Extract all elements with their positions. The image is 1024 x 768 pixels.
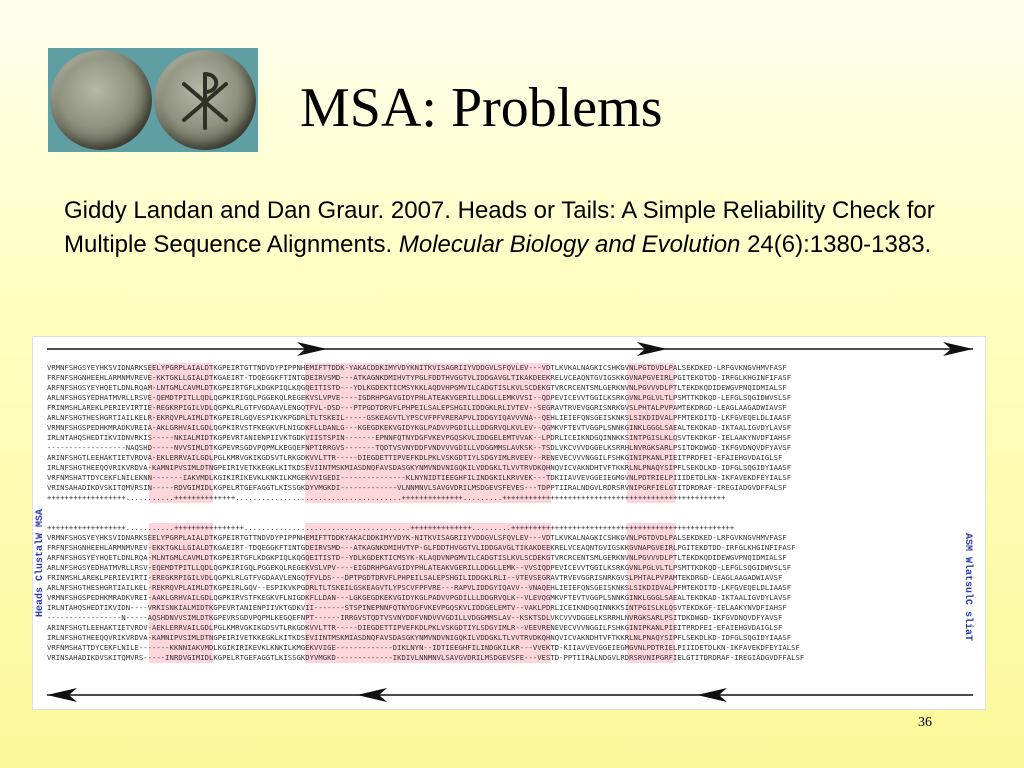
- heads-sequence-rows: [47, 363, 973, 503]
- sequence-row: FRFNFSHGNHEEHLARMNMVREVE-KKTGKLLGIALDTKGAEIRT-TDQEGGKFTINTGDEIRVSMD---ATKAGNKDMIHVTYPGLFDDTHVGGTVLIDDGAVGLTIKAKDEEKRELVCEAQNTGVIGSKKGVNAPGVEIRLPGITEKDTDD-IRFGLKHGINFIFASF: [47, 373, 792, 382]
- sequence-row: VRMNFSHGSPEDHKMRADKVREIA-AKLGRHVAILGDLQGPKIRVSTFKEGKVFLNIGDKFLLDANLG---KGEGDKEKVGIDYKGLPADVVPGDILLLDDGRVQLKVLEV--QGMKVFTEVTVGGPLSNNKGINKLGGGLSAEALTEKDKAD-IKTAALIGVDYLAVSF: [47, 423, 792, 432]
- tails-alignment-block: [47, 523, 973, 663]
- sequence-row: ARINFSHGTLEEHAKTIETVRDV-AEKLERRVAILGDLPGLKMRVGKIKGDSVTLRKGDKVVLTTR-----DIEGDETTIPVEFKDLPKLVSKGDTIYLSDGYIMLR--VEEVRENEVECVVVNGGILFSHKGINIPKANLPIEITPRDFEI-EFAIEHGVDAIGLSF: [47, 623, 783, 632]
- citation-journal: Molecular Biology and Evolution: [398, 231, 741, 258]
- sequence-row: VRMNFSHGSYEYHKSVIDNARKSEELYPGRPLAIALDTKGPEIRTGTTNDVDYPIPPNHEMIFTTDDK-YAKACDDKIMYVDYKNITKVISAGRIIYVDDGVLSFQVLEV---VDTLKVKALNAGKICSHKGVNLPGTDVDLPALSEKDKED-LRFGVKNGVHMVFASF: [47, 363, 787, 372]
- sequence-row: ARINFSHGTLEEHAKTIETVRDVA-EKLERRVAILGDLPGLKMRVGKIKGDSVTLRKGDKVVLTTR-----DIEGDETTIPVEFKDLPKLVSKGDTIYLSDGYIMLRVEEV--RENEVECVVVNGGILFSHKGINIPKANLPIEITPRDFEI-EFAIEHGVDAIGLSF: [47, 453, 783, 462]
- sequence-row: VRMNFSHGSPEDHKMRADKVREI-AAKLGRHVAILGDLQGPKIRVSTFKEGKVFLNIGDKFLLDAN---LGKGEGDKEKVGIDYKGLPADVVPGDILLLDDGRVQLK--VLEVQGMKVFTEVTVGGPLSNNKGINKLGGGLSAEALTEKDKAD-IKTAALIGVDYLAVSF: [47, 593, 792, 602]
- sequence-row: IRLNFSHGTHEEQQVRIKVRDVA-KAMNIPVSIMLDTNGPEIRIVETKKEGKLKITKDSEVIINTMSKMIASDNQFAVSDASGKYNMVNDVNIGQKILVDDGKLTLVVTRVDKQHNQVICVAKNDHTVFTKKRLNLPNAQYSIPFLSEKDLKD-IDFGLSQGIDYIAASF: [47, 633, 792, 642]
- sequence-row: VRINSAHADIKDVSKITQMVRSIN-----RDVGIMIDLKGPELRTGEFAGGTLKISSGKDYVMGKDI-------------VLNNMNVLSAVGVDRILMSDGEVSFEVES---TDPPTIIRALNDGVLRDRSRVNIPGRFIELGTITDRDRAF-IREGIADGVDFFALSF: [47, 483, 787, 492]
- sequence-row: VRFNMSHATTDYCEKFLNILEKNN-------IAKVMDLKGIKIRIKEVKLKNKILKMGEKVVIGEDI---------------KLNYNIDTIEEGHFILINDGKILKRVVEK---TDKIIAVVEVGGEIEGMGVNLPDTRIELPIIIDETDLKN-IKFAVEKDFEYIALSF: [47, 473, 792, 482]
- slide-title: MSA: Problems: [300, 77, 663, 139]
- figure-left-label: Heads ClustalW MSA: [35, 508, 46, 617]
- sequence-row: ARLNFSHGTHESHGRTIAILKEL-REKRQVPLAIMLDTKGPEIRLGQV--ESPIKVKPGDRLTLTSKEILGSKEAGVTLYPSCVFPFVRE---RAPVLIDDGYIQAVV--VNAQEHLIEIEFQNSGEISKNKSLSIKDIDVALPFMTEKDITD-LKFGVEQELDLIAASF: [47, 583, 792, 592]
- sequence-row: VRFNMSHATTDYCEKFLNILE-------KKNNIAKVMDLKGIKIRIKEVKLKNKILKMGEKVVIGE-------------DIKLNYN--IDTIEEGHFILINDGKILKR---VVEKTD-KIIAVVEVGGEIEGMGVNLPDTRIELPIIIDETDLKN-IKFAVEKDFEYIALSF: [47, 643, 800, 652]
- citation-volume: 24(6):1380-1383.: [740, 231, 932, 258]
- sequence-row: IRLNTAHQSHEDTIKVIDNVRKIS-----NKIALMIDTKGPEVRTANIENPIIVKTGDKVIISTSPIN-------EPNNFQTNYDGFVKEVPGQSKVLIDDGELEMTVVAK--LPDRLICEIKNDGQINNKKSINTPGISLKLQSVTEKDKGF-IELAAKYNVDFIAHSF: [47, 433, 792, 442]
- sequence-row: ARLNFSHGSYEDHATMVRLLRSV-EQEMDTPITLLQDLQGPKIRIGQLPGGEKQLREGEKVSLVPV----EIGDRHPGAVGIDYPHLATEAKVGERILLDDGLLEMK--VVSIQDPEVICEVVTGGILKSRKGVNLPGLVLTLPSMTTKDKQD-LEFGLSQGIDWVSLSF: [47, 563, 792, 572]
- sequence-row: ARLNFSHGTHESHGRTIAILKELR-EKRQVPLAIMLDTKGPEIRLGQVESPIKVKPGDRLTLTSKEIL-----GSKEAGVTLYPSCVFPFVRERAPVLIDDGYIQAVVVNA--QEHLIEIEFQNSGEISKNKSLSIKDIDVALPFMTEKDITD-LKFGVEQELDLIAASF: [47, 413, 792, 422]
- sequence-row: ------------------NAQSHD-----NVVSIMLDTKGPEVRSGDVPQPMLKEGQEFNPTIRRGVS-------TQDTVSVNYDDFVNDVVVGDILLVDGGMMSLAVKSK--TSDLVKCVVVDGGELKSRRHLNVRGKSARLPSITDKDWGD-IKFGVDNQVDFYAVSF: [47, 443, 792, 452]
- left-arrows-icon: [47, 685, 973, 705]
- tails-sequence-rows: [47, 523, 973, 663]
- sequence-row: FRFNFSHGNHEEHLARMNMVREV-EKKTGKLLGIALDTKGAEIRT-TDQEGGKFTINTGDEIRVSMD---ATKAGNKDMIHVTYP-GLFDDTHVGGTVLIDDGAVGLTIKAKDEEKRELVCEAQNTGVIGSKKGVNAPGVEIRLPGITEKDTDD-IRFGLKHGINFIFASF: [47, 543, 796, 552]
- sequence-row: ++++++++++++++++++...........++++++++++++++......................................++++++++++++++.........+++++++++++++++++++++++++++++++++++++++++++++++++++: [47, 493, 726, 502]
- citation-authors-title: Giddy Landan and Dan Graur. 2007. Heads or Tails: A Simple Reliability Check for Multiple Sequence Alignments.: [64, 197, 935, 258]
- heads-alignment-block: [47, 363, 973, 503]
- heads-direction-arrows: [47, 339, 973, 359]
- sequence-row: FRINMSHLAREKLPERIEVIRTI-EREGKRPIGILVDLQGPKLRLGTFVGDAAVLENGQTFVLDS---DPTPGDTDRVFLPHPEILSALEPSHGILIDDGKLRLI--VTEVSEGRAVTRVEVGGRISNRKGVSLPHTALPVPAMTEKDRGD-LEAGLAAGADWIAVSF: [47, 573, 783, 582]
- sequence-row: ARFNFSHGSYEYHQETLDNLRQAM-LNTGMLCAVMLDTKGPEIRTGFLKDGKPIQLKQGQEITISTD---YDLKGDEKTICMSYKKLAQDVHPGMVILCADGTISLKVLSCDEKGTVRCRCENTSMLGERKNVNLPGVVVDLPTLTEKDKQDIDEWGVPNQIDMIALSF: [47, 383, 787, 392]
- sequence-row: IRLNFSHGTHEEQQVRIKVRDVA-KAMNIPVSIMLDTNGPEIRIVETKKEGKLKITKDSEVIINTMSKMIASDNQFAVSDASGKYNMVNDVNIGQKILVDDGKLTLVVTRVDKQHNQVICVAKNDHTVFTKKRLNLPNAQYSIPFLSEKDLKD-IDFGLSQGIDYIAASF: [47, 463, 792, 472]
- sequence-row: VRINSAHADIKDVSKITQMVRS-----INRDVGIMIDLKGPELRTGEFAGGTLKISSGKDYVMGKD-------------IKDIVLNNMNVLSAVGVDRILMSDGEVSFE---VESTD-PPTIIRALNDGVLRDRSRVNIPGRFIELGTITDRDRAF-IREGIADGVDFFALSF: [47, 653, 805, 662]
- chi-rho-icon: [154, 50, 256, 150]
- sequence-row: IRLNTAHQSHEDTIKVIDN----VRKISNKIALMIDTKGPEVRTANIENPIIVKTGDKVII-------STSPINEPNNFQTNYDGFVKEVPGQSKVLIDDGELEMTV--VAKLPDRLICEIKNDGQINNKKSINTPGISLKLQSVTEKDKGF-IELAAKYNVDFIAHSF: [47, 603, 787, 612]
- alignment-figure: [32, 336, 986, 710]
- coin-obverse-image: [50, 50, 152, 150]
- sequence-row: FRINMSHLAREKLPERIEVIRTIE-REGKRPIGILVDLQGPKLRLGTFVGDAAVLENGQTFVL-DSD---PTPGDTDRVFLPHPEILSALEPSHGILIDDGKLRLIVTEV--SEGRAVTRVEVGGRISNRKGVSLPHTALPVPAMTEKDRGD-LEAGLAAGADWIAVSF: [47, 403, 787, 412]
- sequence-row: ++++++++++++++++++...........++++++++++++++++......................................++++++++++++++.........+++++++++++++++++++++++++++++++++++++++++++++++++++: [47, 523, 735, 532]
- coin-reverse-image: [154, 50, 256, 150]
- right-arrows-icon: [47, 339, 973, 359]
- tails-direction-arrows: [47, 685, 973, 705]
- sequence-row: ARFNFSHGSYEYHQETLDNLRQA-MLNTGMLCAVMLDTKGPEIRTGFLKDGKPIQLKQGQEITISTD--YDLKGDEKTICMSYK-KLAQDVNPGMVILCADGTISLKVLSCDEKGTVRCRCENTSMLGERKNVNLPGVVVDLPTLTEKDKQDIDEWGVPNQIDMIALSF: [47, 553, 787, 562]
- sequence-row: VRMNFSHGSYEYHKSVIDNARKSEELYPGRPLAIALDTKGPEIRTGTTNDVDYPIPPNHEMIFTTDDKYAKACDDKIMYVDYK-NITKVISAGRIIYVDDGVLSFQVLEV---VDTLKVKALNAGKICSHKGVNLPGTDVDLPALSEKDKED-LRFGVKNGVHMVFASF: [47, 533, 787, 542]
- page-number: 36: [918, 715, 932, 730]
- sequence-row: -----------------N-----AQSHDNVVSIMLDTKGPEVRSGDVPQPMLKEGQEFNPT------IRRGVSTQDTVSVNYDDFVNDVVVGDILLVDGGMMSLAV--KSKTSDLVKCVVVDGGELKSRRHLNVRGKSARLPSITDKDWGD-IKFGVDNQVDFYAVSF: [47, 613, 783, 622]
- citation-text: [64, 194, 964, 262]
- sequence-row: ARLNFSHGSYEDHATMVRLLRSVE-QEMDTPITLLQDLQGPKIRIGQLPGGEKQLREGEKVSLVPVE----IGDRHPGAVGIDYPHLATEAKVGERILLDDGLLEMKVVSI--QDPEVICEVVTGGILKSRKGVNLPGLVLTLPSMTTKDKQD-LEFGLSQGIDWVSLSF: [47, 393, 792, 402]
- figure-right-label: ASM WlatsulC sliaT: [962, 533, 973, 642]
